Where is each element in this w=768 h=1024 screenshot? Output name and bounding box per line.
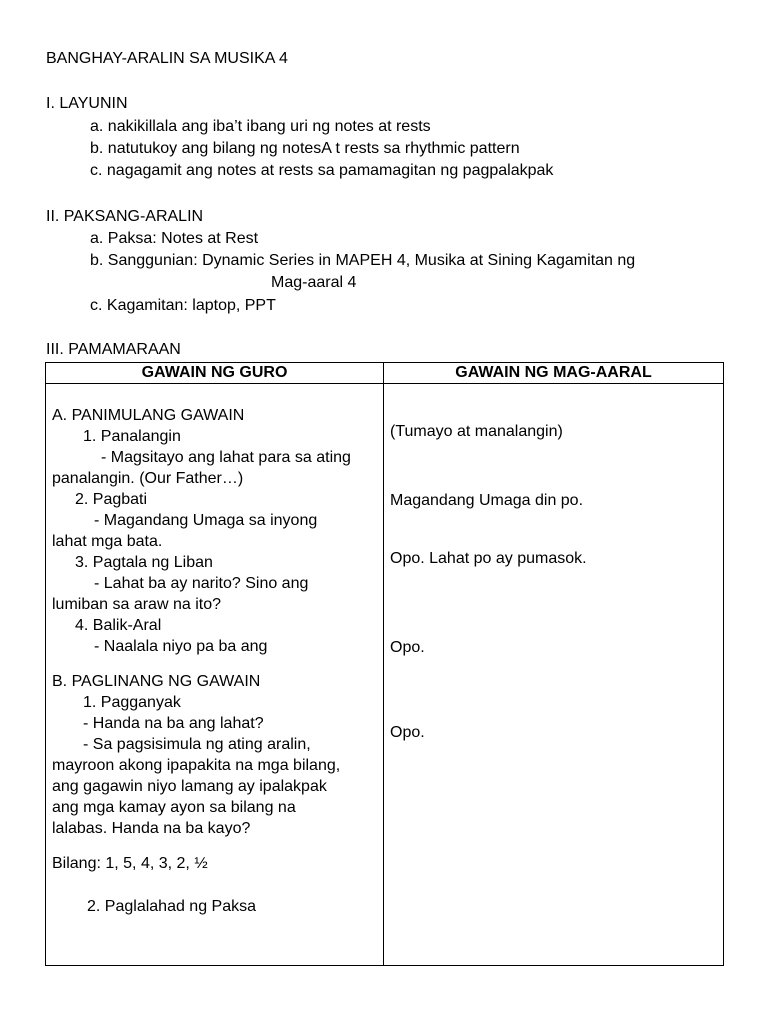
pagbati-text-1: - Magandang Umaga sa inyong — [94, 512, 318, 529]
pamamaraan-heading: III. PAMAMARAAN — [46, 341, 181, 358]
response-pagganyak: Opo. — [390, 724, 425, 741]
bilang-line: Bilang: 1, 5, 4, 3, 2, ½ — [52, 855, 208, 872]
layunin-item-c: c. nagagamit ang notes at rests sa pamamagitan ng pagpalakpak — [90, 162, 554, 179]
pagganyak-label: 1. Pagganyak — [83, 694, 181, 711]
sanggunian-line: b. Sanggunian: Dynamic Series in MAPEH 4, Musika at Sining Kagamitan ng — [90, 252, 636, 269]
liban-label: 3. Pagtala ng Liban — [75, 554, 213, 571]
pagganyak-text-3: mayroon akong ipapakita na mga bilang, — [52, 757, 341, 774]
sanggunian-continued: Mag-aaral 4 — [271, 274, 357, 291]
panimulang-gawain-heading: A. PANIMULANG GAWAIN — [52, 407, 245, 424]
panalangin-text-2: panalangin. (Our Father…) — [52, 470, 244, 487]
pagganyak-text-4: ang gagawin niyo lamang ay ipalakpak — [52, 778, 327, 795]
kagamitan-line: c. Kagamitan: laptop, PPT — [90, 297, 276, 314]
pagganyak-text-5: ang mga kamay ayon sa bilang na — [52, 799, 296, 816]
pagganyak-text-6: lalabas. Handa na ba kayo? — [52, 820, 251, 837]
lesson-title: BANGHAY-ARALIN SA MUSIKA 4 — [46, 50, 288, 67]
response-pagbati: Magandang Umaga din po. — [390, 492, 584, 509]
balik-aral-label: 4. Balik-Aral — [75, 617, 162, 634]
response-liban: Opo. Lahat po ay pumasok. — [390, 550, 587, 567]
pagbati-text-2: lahat mga bata. — [52, 533, 163, 550]
header-gawain-magaaral: GAWAIN NG MAG-AARAL — [384, 363, 724, 384]
paksa-line: a. Paksa: Notes at Rest — [90, 230, 259, 247]
pagganyak-text-2: - Sa pagsisimula ng ating aralin, — [83, 736, 311, 753]
balik-aral-text: - Naalala niyo pa ba ang — [94, 638, 268, 655]
header-gawain-guro: GAWAIN NG GURO — [46, 363, 384, 384]
paglinang-heading: B. PAGLINANG NG GAWAIN — [52, 673, 261, 690]
pagganyak-text-1: - Handa na ba ang lahat? — [83, 715, 264, 732]
panalangin-text-1: - Magsitayo ang lahat para sa ating — [101, 449, 351, 466]
response-balik-aral: Opo. — [390, 639, 425, 656]
response-panalangin: (Tumayo at manalangin) — [390, 423, 563, 440]
paksang-aralin-heading: II. PAKSANG-ARALIN — [46, 208, 204, 225]
liban-text-2: lumiban sa araw na ito? — [52, 596, 221, 613]
layunin-heading: I. LAYUNIN — [46, 95, 128, 112]
guro-column — [46, 384, 384, 966]
magaaral-column — [384, 384, 724, 966]
liban-text-1: - Lahat ba ay narito? Sino ang — [94, 575, 309, 592]
lesson-procedure-table — [45, 362, 724, 966]
layunin-item-a: a. nakikillala ang iba’t ibang uri ng notes at rests — [90, 118, 431, 135]
pagbati-label: 2. Pagbati — [75, 491, 148, 508]
paglalahad-label: 2. Paglalahad ng Paksa — [87, 898, 257, 915]
layunin-item-b: b. natutukoy ang bilang ng notesA t rests sa rhythmic pattern — [90, 140, 520, 157]
panalangin-label: 1. Panalangin — [83, 428, 181, 445]
